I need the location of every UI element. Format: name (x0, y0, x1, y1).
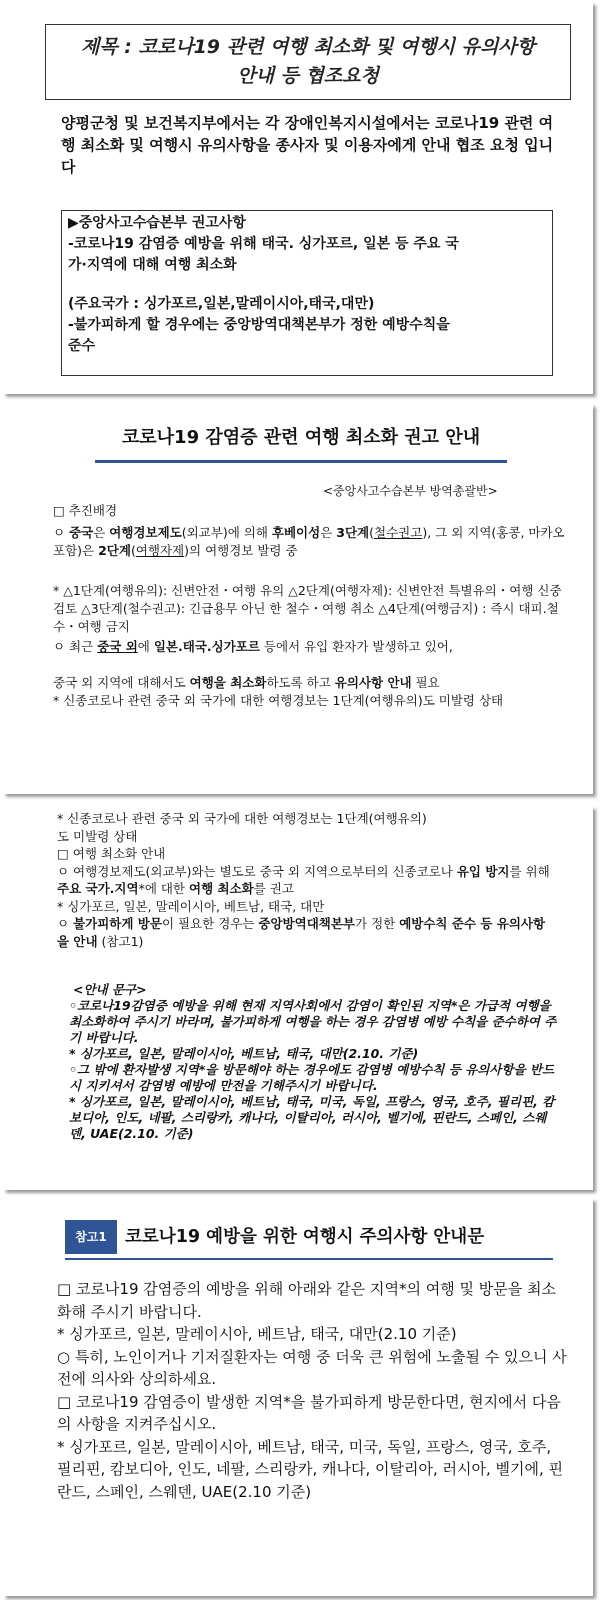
paragraph: ○ 특히, 노인이거나 기저질환자는 여행 중 더욱 큰 위험에 노출될 수 있으니 사전에 의사와 상의하세요. (57, 1347, 567, 1388)
box-line: (주요국가 : 싱가포르,일본,말레이시아,태국,대만) (68, 296, 375, 312)
panel-body (57, 1278, 567, 1503)
panel-heading: 코로나19 감염증 관련 여행 최소화 권고 안내 (95, 416, 507, 463)
box-line: 준수 (68, 338, 96, 354)
reference-header (65, 1218, 553, 1260)
footnote: * △1단계(여행유의): 신변안전・여행 유의 △2단계(여행자제): 신변안전 특별유의・여행 신중검토 △3단계(철수권고): 긴급용무 아닌 한 철수・여행 취소 △4단계(여행금지) : 즉시 대피.철수・여행 금지 (53, 583, 562, 634)
panel-body (53, 502, 573, 710)
footnote: * 신종코로나 관련 중국 외 국가에 대한 여행경보는 1단계(여행유의) (57, 811, 427, 826)
paragraph: ㅇ 여행경보제도(외교부)와는 별도로 중국 외 지역으로부터의 신종코로나 유입 방지를 위해 주요 국가.지역*에 대한 여행 최소화를 권고 (57, 863, 550, 896)
panel-body (57, 810, 557, 950)
notice-panel (3, 2, 593, 394)
footnote: * 싱가포르, 일본, 말레이시아, 베트남, 태국, 미국, 독일, 프랑스, 영국, 호주, 필리핀, 캄보디아, 인도, 네팔, 스리랑카, 캐나다, 이탈리아, 러시아, 벨기에, 핀란드, 스페인, 스웨덴, UAE(2.10 기준) (57, 1437, 564, 1501)
title-box (45, 24, 571, 100)
reference-title: 코로나19 예방을 위한 여행시 주의사항 안내문 (125, 1227, 485, 1247)
box-line: -불가피하게 할 경우에는 중앙방역대책본부가 정한 예방수칙을 (68, 317, 450, 333)
title-line-2: 안내 등 협조요청 (237, 65, 379, 87)
section-label: □ 여행 최소화 안내 (57, 846, 166, 861)
guide-footnote: * 싱가포르, 일본, 말레이시아, 베트남, 태국, 미국, 독일, 프랑스, 영국, 호주, 필리핀, 캄보디아, 인도, 네팔, 스리랑카, 캐나다, 이탈리아, 러시아, 벨기에, 핀란드, 스페인, 스웨덴, UAE(2.10. 기준) (69, 1094, 555, 1141)
section-label: □ 추진배경 (53, 503, 118, 518)
footnote: * 신종코로나 관련 중국 외 국가에 대한 여행경보는 1단계(여행유의)도 미발령 상태 (53, 693, 504, 708)
footnote: * 싱가포르, 일본, 말레이시아, 베트남, 태국, 대만(2.10 기준) (57, 1325, 457, 1343)
guide-text (69, 982, 563, 1142)
source-label: <중앙사고수습본부 방역총괄반> (323, 484, 498, 498)
title-line-1: 제목 : 코로나19 관련 여행 최소화 및 여행시 유의사항 (80, 36, 536, 58)
paragraph: 중국 외 지역에 대해서도 여행을 최소화하도록 하고 유의사항 안내 필요 (53, 675, 440, 690)
guide-item: ◦코로나19감염증 예방을 위해 현재 지역사회에서 감염이 확인된 지역*은 가급적 여행을 최소화하여 주시기 바라며, 불가피하게 여행을 하는 경우 감염병 예방 수칙을 준수하여 주기 바랍니다. (69, 998, 557, 1045)
paragraph: ㅇ 최근 중국 외에 일본.태국.싱가포르 등에서 유입 환자가 발생하고 있어, (53, 639, 453, 654)
paragraph: □ 코로나19 감염증의 예방을 위해 아래와 같은 지역*의 여행 및 방문을 최소화해 주시기 바랍니다. (57, 1280, 556, 1321)
recommendation-panel (3, 404, 593, 794)
recommendation-box (61, 210, 553, 376)
reference-badge: 참고1 (65, 1220, 117, 1254)
paragraph: □ 코로나19 감염증이 발생한 지역*을 불가피하게 방문한다면, 현지에서 다음의 사항을 지켜주십시오. (57, 1392, 561, 1433)
paragraph: ㅇ 불가피하게 방문이 필요한 경우는 중앙방역대책본부가 정한 예방수칙 준수 등 유의사항을 안내 (참고1) (57, 916, 546, 949)
intro-text: 양평군청 및 보건복지부에서는 각 장애인복지시설에서는 코로나19 관련 여행 최소화 및 여행시 유의사항을 종사자 및 이용자에게 안내 협조 요청 입니다 (61, 114, 554, 176)
guide-footnote: * 싱가포르, 일본, 말레이시아, 베트남, 태국, 대만(2.10. 기준) (69, 1046, 419, 1061)
box-line: ▶중앙사고수습본부 권고사항 (68, 215, 246, 231)
guide-title: <안내 문구> (73, 982, 147, 997)
reference-panel (3, 1198, 593, 1596)
guide-item: ◦그 밖에 환자발생 지역*을 방문해야 하는 경우에도 감염병 예방수칙 등 유의사항을 반드시 지키셔서 감염병 예방에 만전을 기해주시기 바랍니다. (69, 1062, 555, 1093)
travel-minimize-panel (3, 806, 593, 1190)
box-line: -코로나19 감염증 예방을 위해 태국. 싱가포르, 일본 등 주요 국 (68, 236, 459, 252)
paragraph: ㅇ 중국은 여행경보제도(외교부)에 의해 후베이성은 3단계(철수권고), 그 외 지역(홍콩, 마카오 포함)은 2단계(여행자제)의 여행경보 발령 중 (53, 525, 565, 558)
box-line: 가·지역에 대해 여행 최소화 (68, 257, 237, 273)
footnote: * 싱가포르, 일본, 말레이시아, 베트남, 태국, 대만 (57, 898, 325, 914)
footnote: 도 미발령 상태 (57, 828, 138, 844)
